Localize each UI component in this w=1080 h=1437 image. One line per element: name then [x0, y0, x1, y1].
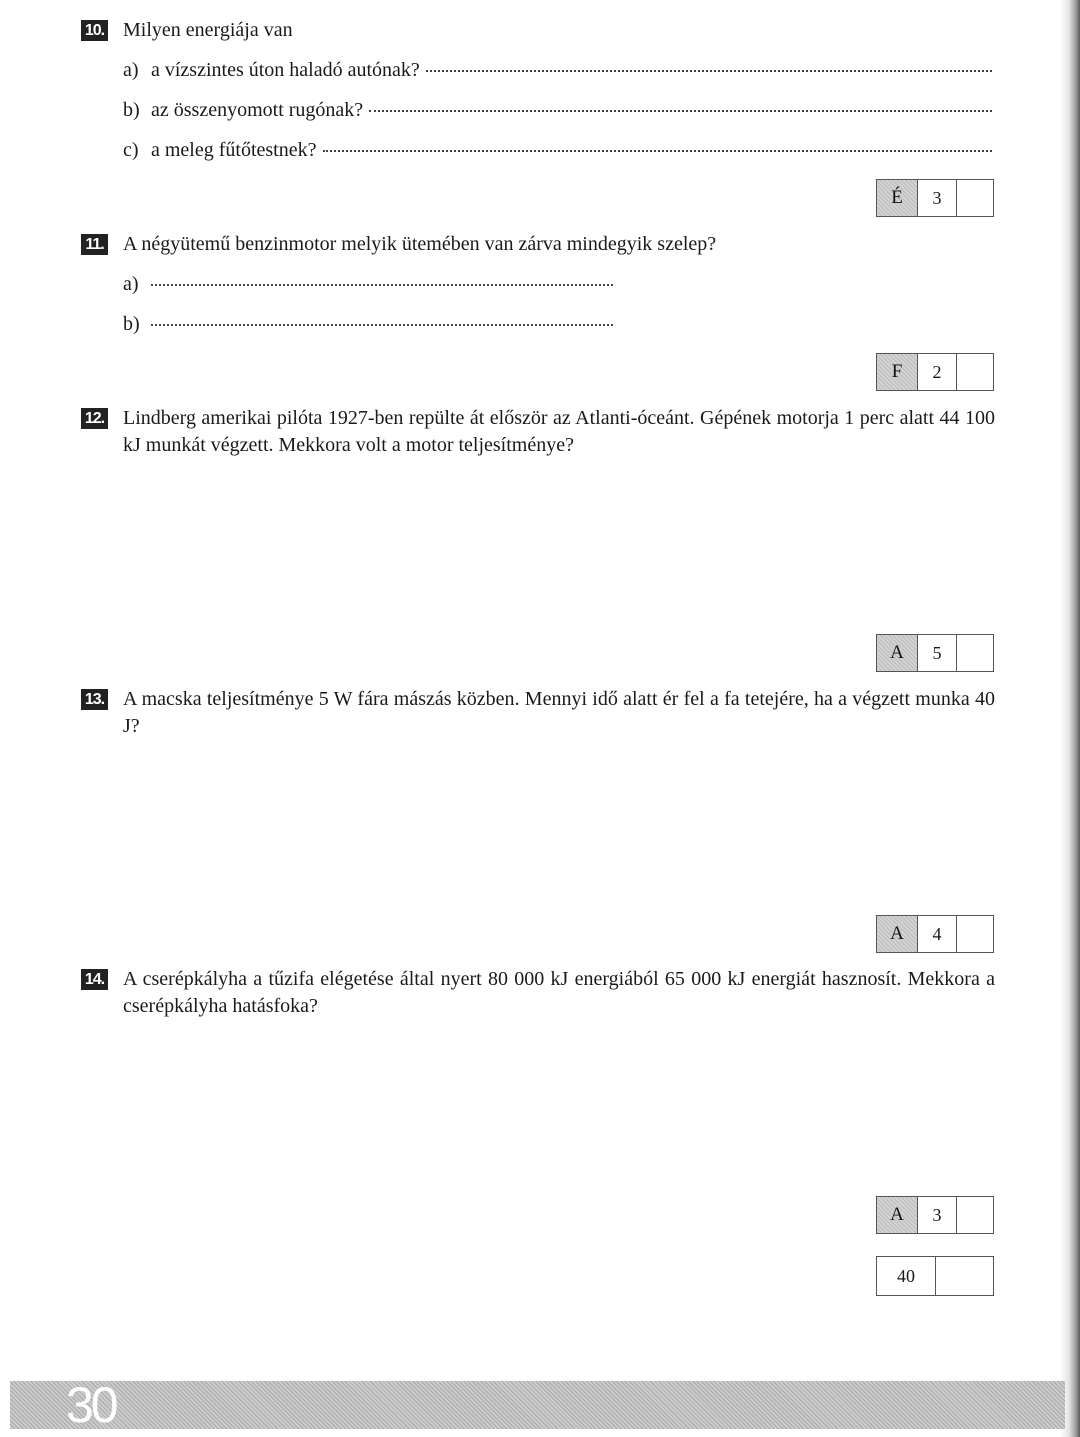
question-number: 13.: [81, 689, 108, 710]
answer-dots: [426, 70, 992, 72]
question-number: 14.: [81, 969, 108, 990]
page-edge-shadow: [1060, 0, 1080, 1437]
question-number: 11.: [81, 234, 108, 255]
score-box: [876, 915, 994, 953]
item-label: c): [123, 139, 139, 161]
question-text: Lindberg amerikai pilóta 1927-ben repülte át először az Atlanti-óceánt. Gépének motorja 1 perc alatt 44 100 kJ munkát végzett. Mekkora volt a motor teljesítménye?: [123, 407, 995, 456]
answer-line[interactable]: [123, 57, 992, 84]
item-label: b): [123, 313, 140, 335]
total-earned-field[interactable]: [936, 1257, 993, 1295]
answer-line[interactable]: [123, 137, 992, 164]
score-points: 3: [918, 180, 957, 216]
answer-dots: [323, 150, 993, 152]
question-number: 12.: [81, 408, 108, 429]
score-points: 4: [918, 916, 957, 952]
score-box: [876, 353, 994, 391]
total-score-box: [876, 1256, 994, 1296]
page-number: 30: [66, 1377, 116, 1433]
score-code: F: [877, 354, 918, 390]
score-box: [876, 634, 994, 672]
total-points: 40: [877, 1257, 936, 1295]
item-label: b): [123, 99, 140, 121]
answer-line[interactable]: [123, 271, 613, 298]
question-text: A macska teljesítménye 5 W fára mászás közben. Mennyi idő alatt ér fel a fa tetejére, ha a végzett munka 40 J?: [123, 688, 995, 737]
question-number: 10.: [81, 20, 108, 41]
score-earned-field[interactable]: [957, 180, 993, 216]
answer-line[interactable]: [123, 311, 613, 338]
question-text: Milyen energiája van: [123, 19, 293, 41]
item-text: a meleg fűtőtestnek?: [151, 139, 317, 161]
answer-dots: [151, 284, 613, 286]
score-earned-field[interactable]: [957, 1197, 993, 1233]
score-code: A: [877, 916, 918, 952]
score-earned-field[interactable]: [957, 354, 993, 390]
score-earned-field[interactable]: [957, 916, 993, 952]
score-points: 5: [918, 635, 957, 671]
answer-dots: [151, 324, 613, 326]
item-text: az összenyomott rugónak?: [151, 99, 364, 121]
score-earned-field[interactable]: [957, 635, 993, 671]
footer-band: [10, 1377, 1065, 1433]
answer-line[interactable]: [123, 97, 992, 124]
answer-dots: [369, 110, 992, 112]
score-code: A: [877, 1197, 918, 1233]
item-label: a): [123, 59, 139, 81]
item-label: a): [123, 273, 139, 295]
item-text: a vízszintes úton haladó autónak?: [151, 59, 420, 81]
question-text: A négyütemű benzinmotor melyik ütemében van zárva mindegyik szelep?: [123, 233, 717, 255]
score-points: 3: [918, 1197, 957, 1233]
score-code: É: [877, 180, 918, 216]
score-code: A: [877, 635, 918, 671]
score-points: 2: [918, 354, 957, 390]
score-box: [876, 1196, 994, 1234]
score-box: [876, 179, 994, 217]
question-text: A cserépkályha a tűzifa elégetése által nyert 80 000 kJ energiából 65 000 kJ energiát hasznosít. Mekkora a cserépkályha hatásfoka?: [123, 968, 995, 1017]
